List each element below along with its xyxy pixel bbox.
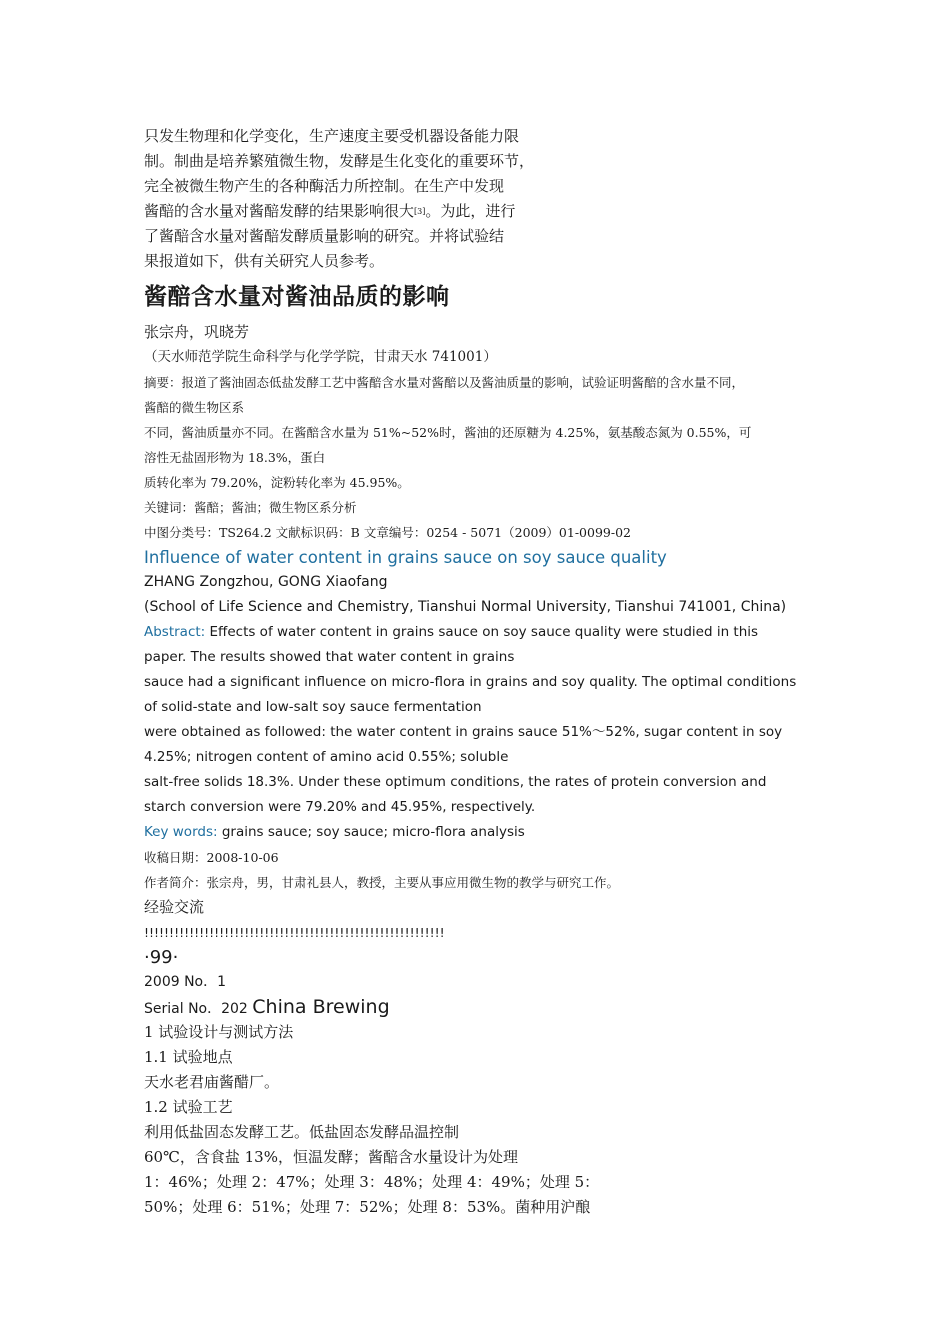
intro-line: 果报道如下，供有关研究人员参考。 xyxy=(144,252,385,270)
body-line: 60℃，含食盐 13%，恒温发酵；酱醅含水量设计为处理 xyxy=(144,1148,518,1166)
english-authors: ZHANG Zongzhou, GONG Xiaofang xyxy=(144,574,388,590)
english-affiliation: (School of Life Science and Chemistry, Tianshui Normal University, Tianshui 741001, China) xyxy=(144,599,787,615)
section-label: 经验交流 xyxy=(144,898,205,916)
english-abstract-line: were obtained as followed: the water content in grains sauce 51%～52%, sugar content in soy xyxy=(144,724,783,740)
english-abstract-line xyxy=(144,620,824,645)
intro-line: 了酱醅含水量对酱醅发酵质量影响的研究。并将试验结 xyxy=(144,227,505,245)
abstract-text: Effects of water content in grains sauce on soy sauce quality were studied in this xyxy=(205,624,759,640)
abstract-line: 不同，酱油质量亦不同。在酱醅含水量为 51%~52%时，酱油的还原糖为 4.25%，氨基酸态氮为 0.55%，可 xyxy=(144,425,752,440)
english-abstract-line: 4.25%; nitrogen content of amino acid 0.55%; soluble xyxy=(144,749,509,765)
abstract-line: 溶性无盐固形物为 18.3%，蛋白 xyxy=(144,450,326,465)
body-line: 50%；处理 6：51%；处理 7：52%；处理 8：53%。菌种用沪酿 xyxy=(144,1198,591,1216)
keywords-text: grains sauce; soy sauce; micro-flora analysis xyxy=(217,824,525,840)
abstract-line: 质转化率为 79.20%，淀粉转化率为 45.95%。 xyxy=(144,475,410,490)
intro-line-tail: 。为此，进行 xyxy=(425,202,516,220)
received-date: 收稿日期：2008-10-06 xyxy=(144,850,279,865)
serial-line xyxy=(144,995,824,1020)
english-abstract-line: paper. The results showed that water content in grains xyxy=(144,649,515,665)
section-heading: 1 试验设计与测试方法 xyxy=(144,1023,294,1041)
keywords-cn: 关键词：酱醅；酱油；微生物区系分析 xyxy=(144,500,357,515)
journal-name: China Brewing xyxy=(252,996,390,1018)
body-line: 天水老君庙酱醋厂。 xyxy=(144,1073,280,1091)
chinese-abstract xyxy=(144,370,824,545)
subsection-heading: 1.1 试验地点 xyxy=(144,1048,233,1066)
english-abstract-line: sauce had a significant influence on micro-flora in grains and soy quality. The optimal conditions xyxy=(144,674,797,690)
intro-line-text: 酱醅的含水量对酱醅发酵的结果影响很大 xyxy=(144,202,415,220)
author-bio: 作者简介：张宗舟，男，甘肃礼县人，教授，主要从事应用微生物的教学与研究工作。 xyxy=(144,875,620,890)
abstract-label: Abstract: xyxy=(144,624,206,640)
intro-line: 制。制曲是培养繁殖微生物，发酵是生化变化的重要环节， xyxy=(144,152,535,170)
separator-marks: !!!!!!!!!!!!!!!!!!!!!!!!!!!!!!!!!!!!!!!!!!!!!!!!!!!!!!!!!!!! xyxy=(144,925,445,940)
affiliation: （天水师范学院生命科学与化学学院，甘肃天水 741001） xyxy=(144,349,497,365)
english-abstract-line: salt-free solids 18.3%. Under these optimum conditions, the rates of protein conversion and xyxy=(144,774,767,790)
page-content xyxy=(144,124,824,1220)
issue-number: 2009 No．1 xyxy=(144,974,227,990)
body-line: 利用低盐固态发酵工艺。低盐固态发酵品温控制 xyxy=(144,1123,460,1141)
serial-number: Serial No．202 xyxy=(144,1001,248,1017)
body-line: 1：46%；处理 2：47%；处理 3：48%；处理 4：49%；处理 5： xyxy=(144,1173,600,1191)
body-text xyxy=(144,1020,824,1220)
intro-line: 只发生物理和化学变化，生产速度主要受机器设备能力限 xyxy=(144,127,520,145)
abstract-line: 摘要：报道了酱油固态低盐发酵工艺中酱醅含水量对酱醅以及酱油质量的影响，试验证明酱醅的含水量不同， xyxy=(144,375,745,390)
intro-paragraph xyxy=(144,124,824,274)
english-abstract xyxy=(144,620,824,845)
classification: 中图分类号：TS264.2 文献标识码：B 文章编号：0254 - 5071（2009）01-0099-02 xyxy=(144,525,631,540)
subsection-heading: 1.2 试验工艺 xyxy=(144,1098,233,1116)
article-title: 酱醅含水量对酱油品质的影响 xyxy=(144,284,450,310)
abstract-line: 酱醅的微生物区系 xyxy=(144,400,245,415)
intro-line: 完全被微生物产生的各种酶活力所控制。在生产中发现 xyxy=(144,177,505,195)
page-number: ·99· xyxy=(144,947,179,968)
english-title: Influence of water content in grains sauce on soy sauce quality xyxy=(144,548,667,567)
english-abstract-line: starch conversion were 79.20% and 45.95%, respectively. xyxy=(144,799,536,815)
intro-line xyxy=(144,199,824,224)
english-abstract-line: of solid-state and low-salt soy sauce fermentation xyxy=(144,699,482,715)
citation-ref: [3] xyxy=(414,207,426,216)
authors: 张宗舟，巩晓芳 xyxy=(144,323,250,341)
keywords-label: Key words: xyxy=(144,824,218,840)
english-keywords xyxy=(144,820,824,845)
